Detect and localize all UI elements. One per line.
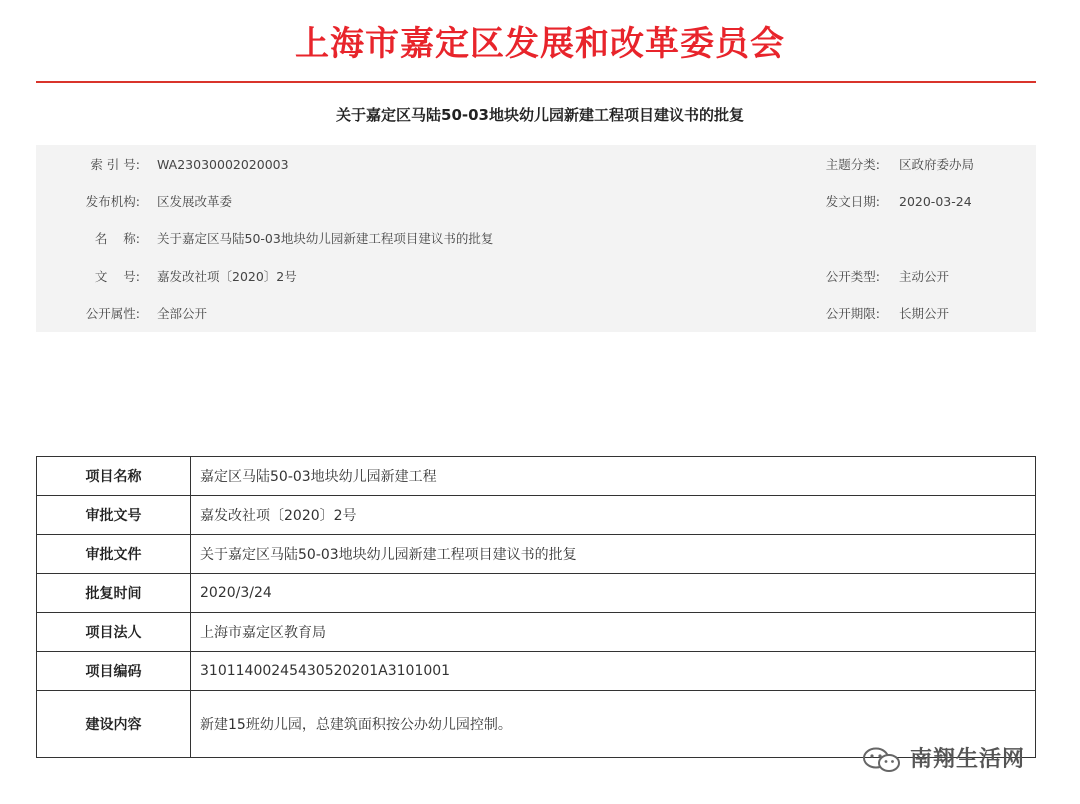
open-type-value: 主动公开 xyxy=(899,269,950,284)
table-key-cell: 项目编码 xyxy=(37,652,191,691)
category-label: 主题分类: xyxy=(825,157,880,172)
table-row xyxy=(37,613,1036,652)
table-value-cell: 嘉发改社项〔2020〕2号 xyxy=(191,496,1036,535)
table-key-cell: 批复时间 xyxy=(37,574,191,613)
document-title: 关于嘉定区马陆50-03地块幼儿园新建工程项目建议书的批复 xyxy=(336,106,744,124)
docno-value: 嘉发改社项〔2020〕2号 xyxy=(157,269,297,284)
table-row xyxy=(37,535,1036,574)
table-key-cell: 项目名称 xyxy=(37,457,191,496)
table-key-cell: 项目法人 xyxy=(37,613,191,652)
open-type-label: 公开类型: xyxy=(825,269,880,284)
watermark-text: 南翔生活网 xyxy=(910,747,1026,772)
table-value-cell: 嘉定区马陆50-03地块幼儿园新建工程 xyxy=(191,457,1036,496)
open-attr-value: 全部公开 xyxy=(157,306,208,321)
metadata-panel xyxy=(36,145,1036,332)
meta-row-name xyxy=(36,220,1036,257)
meta-row-open-attr xyxy=(36,295,1036,332)
header-divider xyxy=(36,81,1036,83)
wechat-icon xyxy=(862,746,902,774)
docno-label: 文 号: xyxy=(94,269,140,284)
publisher-label: 发布机构: xyxy=(85,194,140,209)
table-row xyxy=(37,496,1036,535)
table-key-cell: 审批文号 xyxy=(37,496,191,535)
meta-row-publisher xyxy=(36,183,1036,220)
index-value: WA23030002020003 xyxy=(157,157,289,172)
table-row xyxy=(37,457,1036,496)
table-value-cell: 上海市嘉定区教育局 xyxy=(191,613,1036,652)
date-value: 2020-03-24 xyxy=(899,194,972,209)
project-info-table xyxy=(36,456,1036,758)
date-label: 发文日期: xyxy=(825,194,880,209)
name-value: 关于嘉定区马陆50-03地块幼儿园新建工程项目建议书的批复 xyxy=(157,231,494,246)
index-label: 索 引 号: xyxy=(90,157,140,172)
meta-row-docno xyxy=(36,258,1036,295)
table-value-cell: 新建15班幼儿园，总建筑面积按公办幼儿园控制。 xyxy=(191,691,1036,758)
table-key-cell: 审批文件 xyxy=(37,535,191,574)
org-header-title: 上海市嘉定区发展和改革委员会 xyxy=(295,24,785,64)
open-period-label: 公开期限: xyxy=(825,306,880,321)
name-label: 名 称: xyxy=(94,231,140,246)
meta-row-index xyxy=(36,146,1036,183)
table-row xyxy=(37,574,1036,613)
table-value-cell: 2020/3/24 xyxy=(191,574,1036,613)
watermark xyxy=(862,740,1062,780)
table-value-cell: 关于嘉定区马陆50-03地块幼儿园新建工程项目建议书的批复 xyxy=(191,535,1036,574)
open-attr-label: 公开属性: xyxy=(85,306,140,321)
category-value: 区政府委办局 xyxy=(899,157,975,172)
publisher-value: 区发展改革委 xyxy=(157,194,233,209)
open-period-value: 长期公开 xyxy=(899,306,950,321)
table-key-cell: 建设内容 xyxy=(37,691,191,758)
table-row xyxy=(37,652,1036,691)
table-value-cell: 31011400245430520201A3101001 xyxy=(191,652,1036,691)
